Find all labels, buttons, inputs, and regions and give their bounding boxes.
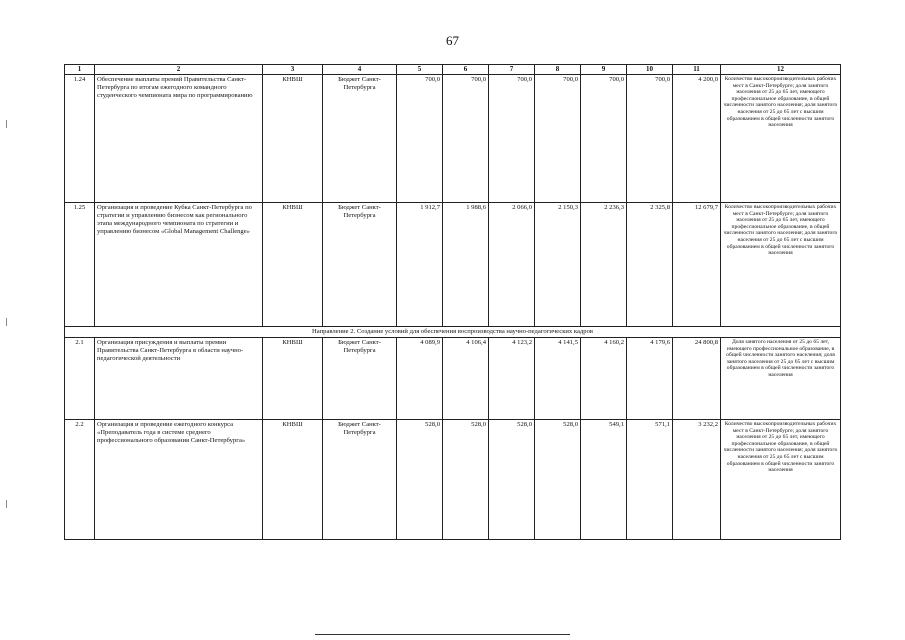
table-row — [65, 338, 841, 420]
table-row — [65, 420, 841, 540]
row-name: Организация присуждения и выплаты премии Правительства Санкт-Петербурга в области научно-педагогической деятельности — [95, 338, 263, 420]
column-header: 8 — [535, 65, 581, 75]
row-indicator: Количество высокопроизводительных рабочих мест в Санкт-Петербурге; доля занятого населения от 25 до 65 лет, имеющего профессиональное образование, в общей численности занятого населения; доля занятого населения от 25 до 65 лет с высшим образованием в общей численности занятого населения — [721, 203, 841, 327]
row-value: 1 912,7 — [397, 203, 443, 327]
table-row — [65, 203, 841, 327]
column-header: 2 — [95, 65, 263, 75]
row-value: 4 179,6 — [627, 338, 673, 420]
row-value: 2 066,0 — [489, 203, 535, 327]
row-executor: КНВШ — [263, 75, 323, 203]
row-total: 4 200,0 — [673, 75, 721, 203]
column-header: 10 — [627, 65, 673, 75]
row-value: 4 089,9 — [397, 338, 443, 420]
row-value: 528,0 — [535, 420, 581, 540]
row-value: 700,0 — [443, 75, 489, 203]
row-name: Обеспечение выплаты премий Правительства Санкт-Петербурга по итогам ежегодного командного студенческого чемпионата мира по программированию — [95, 75, 263, 203]
row-executor: КНВШ — [263, 338, 323, 420]
column-numbers-row — [65, 65, 841, 75]
row-source: Бюджет Санкт-Петербурга — [323, 203, 397, 327]
row-name: Организация и проведение ежегодного конкурса «Преподаватель года в системе среднего профессионального образования Санкт-Петербурга» — [95, 420, 263, 540]
row-value: 700,0 — [397, 75, 443, 203]
margin-mark — [6, 120, 7, 128]
margin-mark — [6, 500, 7, 508]
row-value: 528,0 — [443, 420, 489, 540]
row-id: 2.1 — [65, 338, 95, 420]
column-header: 1 — [65, 65, 95, 75]
program-table — [64, 64, 841, 540]
column-header: 11 — [673, 65, 721, 75]
row-id: 2.2 — [65, 420, 95, 540]
row-value: 700,0 — [581, 75, 627, 203]
section-title: Направление 2. Создание условий для обеспечения воспроизводства научно-педагогических кадров — [65, 327, 841, 338]
row-indicator: Доля занятого населения от 25 до 65 лет, имеющего профессиональное образование, в общей численности занятого населения; доля занятого населения от 25 до 65 лет с высшим образованием в общей численности занятого населения — [721, 338, 841, 420]
footer-divider — [315, 634, 570, 635]
row-value: 700,0 — [627, 75, 673, 203]
column-header: 7 — [489, 65, 535, 75]
row-total: 3 232,2 — [673, 420, 721, 540]
row-value: 2 325,8 — [627, 203, 673, 327]
row-source: Бюджет Санкт-Петербурга — [323, 75, 397, 203]
row-value: 549,1 — [581, 420, 627, 540]
column-header: 4 — [323, 65, 397, 75]
row-id: 1.24 — [65, 75, 95, 203]
row-value: 700,0 — [535, 75, 581, 203]
row-source: Бюджет Санкт-Петербурга — [323, 338, 397, 420]
row-source: Бюджет Санкт-Петербурга — [323, 420, 397, 540]
margin-mark — [6, 318, 7, 326]
row-value: 4 106,4 — [443, 338, 489, 420]
row-total: 12 679,7 — [673, 203, 721, 327]
row-value: 4 160,2 — [581, 338, 627, 420]
row-value: 528,0 — [489, 420, 535, 540]
row-value: 571,1 — [627, 420, 673, 540]
row-id: 1.25 — [65, 203, 95, 327]
column-header: 5 — [397, 65, 443, 75]
row-executor: КНВШ — [263, 420, 323, 540]
row-total: 24 800,8 — [673, 338, 721, 420]
section-row — [65, 327, 841, 338]
row-value: 4 141,5 — [535, 338, 581, 420]
row-value: 2 150,3 — [535, 203, 581, 327]
page-number: 67 — [446, 33, 459, 48]
row-name: Организация и проведение Кубка Санкт-Петербурга по стратегии и управлению бизнесом как регионального этапа международного чемпионата по стратегии и управлению бизнесом «Global Management Challenge» — [95, 203, 263, 327]
column-header: 12 — [721, 65, 841, 75]
table-row — [65, 75, 841, 203]
row-indicator: Количество высокопроизводительных рабочих мест в Санкт-Петербурге; доля занятого населения от 25 до 65 лет, имеющего профессиональное образование, в общей численности занятого населения; доля занятого населения от 25 до 65 лет с высшим образованием в общей численности занятого населения — [721, 420, 841, 540]
column-header: 6 — [443, 65, 489, 75]
row-value: 2 236,3 — [581, 203, 627, 327]
row-value: 1 988,6 — [443, 203, 489, 327]
column-header: 3 — [263, 65, 323, 75]
row-value: 528,0 — [397, 420, 443, 540]
row-executor: КНВШ — [263, 203, 323, 327]
row-value: 4 123,2 — [489, 338, 535, 420]
row-indicator: Количество высокопроизводительных рабочих мест в Санкт-Петербурге; доля занятого населения от 25 до 65 лет, имеющего профессиональное образование, в общей численности занятого населения; доля занятого населения от 25 до 65 лет с высшим образованием в общей численности занятого населения — [721, 75, 841, 203]
column-header: 9 — [581, 65, 627, 75]
row-value: 700,0 — [489, 75, 535, 203]
